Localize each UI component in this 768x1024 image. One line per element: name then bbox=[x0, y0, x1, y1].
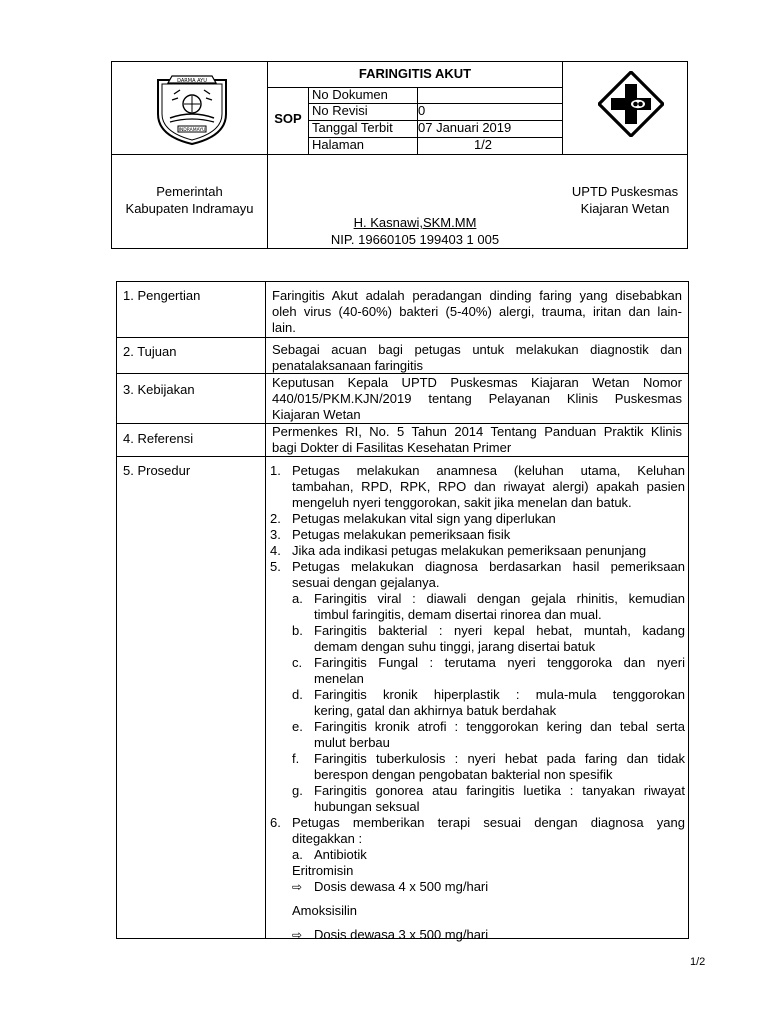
row-text-referensi: Permenkes RI, No. 5 Tahun 2014 Tentang Panduan Praktik Klinis bagi Dokter di Fasilitas Kesehatan Primer bbox=[272, 424, 682, 455]
puskesmas-logo-icon bbox=[598, 71, 664, 137]
meta-row bbox=[308, 120, 562, 136]
row-text-pengertian: Faringitis Akut adalah peradangan dinding faring yang disebabkan oleh virus (40-60%) bakteri (5-40%) alergi, trauma, iritan dan lain- lain. bbox=[272, 288, 682, 335]
procedure-list bbox=[267, 463, 685, 943]
meta-value: 0 bbox=[418, 103, 426, 118]
procedure-substep: c. Faringitis Fungal : terutama nyeri tenggoroka dan nyeri menelan bbox=[292, 655, 685, 686]
sop-label: SOP bbox=[274, 110, 302, 126]
dose-line: ⇨ Dosis dewasa 3 x 500 mg/hari bbox=[292, 927, 489, 942]
meta-label: No Dokumen bbox=[312, 87, 388, 102]
row-label-referensi: 4. Referensi bbox=[123, 431, 194, 446]
government-name: Pemerintah Kabupaten Indramayu bbox=[125, 184, 254, 216]
sop-content-table bbox=[116, 281, 689, 942]
procedure-step: 2. Petugas melakukan vital sign yang diperlukan bbox=[270, 511, 556, 526]
procedure-substep: b. Faringitis bakterial : nyeri kepal hebat, muntah, kadang demam dengan suhu tinggi, jarang disertai batuk bbox=[292, 623, 685, 654]
row-label-prosedur: 5. Prosedur bbox=[123, 463, 191, 478]
document-title: FARINGITIS AKUT bbox=[358, 66, 472, 81]
arrow-right-icon: ⇨ bbox=[292, 928, 303, 942]
dose-line: ⇨ Dosis dewasa 4 x 500 mg/hari bbox=[292, 879, 489, 894]
svg-text:INDRAMAYU: INDRAMAYU bbox=[178, 128, 206, 133]
uptd-name: UPTD Puskesmas Kiajaran Wetan bbox=[571, 184, 679, 216]
sop-header bbox=[111, 61, 688, 249]
procedure-step: 3. Petugas melakukan pemeriksaan fisik bbox=[270, 527, 511, 542]
procedure-substep: a. Antibiotik bbox=[292, 847, 367, 862]
meta-row bbox=[308, 103, 562, 119]
row-text-kebijakan: Keputusan Kepala UPTD Puskesmas Kiajaran Wetan Nomor 440/015/PKM.KJN/2019 tentang Pelayanan Klinis Puskesmas Kiajaran Wetan bbox=[272, 375, 682, 422]
row-label-kebijakan: 3. Kebijakan bbox=[123, 382, 195, 397]
procedure-substep: e. Faringitis kronik atrofi : tenggorokan kering dan tebal serta mulut berbau bbox=[292, 719, 685, 750]
row-label-pengertian: 1. Pengertian bbox=[123, 288, 201, 303]
row-label-tujuan: 2. Tujuan bbox=[123, 344, 177, 359]
procedure-step: 5. Petugas melakukan diagnosa berdasarkan hasil pemeriksaan sesuai dengan gejalanya. bbox=[270, 559, 685, 590]
meta-label: Halaman bbox=[312, 137, 365, 152]
drug-name: Amoksisilin bbox=[292, 903, 358, 918]
meta-value: 07 Januari 2019 bbox=[418, 120, 512, 135]
indramayu-regency-seal-icon bbox=[152, 70, 232, 146]
procedure-substep: g. Faringitis gonorea atau faringitis luetika : tanyakan riwayat hubungan seksual bbox=[292, 783, 685, 814]
signatory-name: H. Kasnawi,SKM.MM bbox=[353, 215, 477, 230]
row-text-tujuan: Sebagai acuan bagi petugas untuk melakukan diagnostik dan penatalaksanaan faringitis bbox=[272, 342, 682, 373]
meta-row bbox=[308, 87, 562, 103]
procedure-substep: f. Faringitis tuberkulosis : nyeri hebat pada faring dan tidak berespon dengan pengobatan bakterial non spesifik bbox=[292, 751, 685, 782]
svg-text:DARMA AYU: DARMA AYU bbox=[177, 78, 207, 84]
meta-label: Tanggal Terbit bbox=[312, 120, 393, 135]
procedure-step: 4. Jika ada indikasi petugas melakukan pemeriksaan penunjang bbox=[270, 543, 647, 558]
meta-label: No Revisi bbox=[312, 103, 368, 118]
page-number: 1/2 bbox=[690, 956, 706, 968]
procedure-substep: d. Faringitis kronik hiperplastik : mula-mula tenggorokan kering, gatal dan akhirnya batuk berdahak bbox=[292, 687, 685, 718]
arrow-right-icon: ⇨ bbox=[292, 880, 303, 894]
procedure-substep: a. Faringitis viral : diawali dengan gejala rhinitis, kemudian timbul faringitis, demam disertai rinorea dan mual. bbox=[292, 591, 685, 622]
procedure-step: 6. Petugas memberikan terapi sesuai dengan diagnosa yang ditegakkan : bbox=[270, 815, 685, 846]
meta-row bbox=[308, 137, 562, 153]
drug-name: Eritromisin bbox=[292, 863, 354, 878]
procedure-step: 1. Petugas melakukan anamnesa (keluhan utama, Keluhan tambahan, RPD, RPK, RPO dan riwayat alergi) apakah pasien mengeluh nyeri tenggorokan, sakit jika menelan dan batuk. bbox=[270, 463, 685, 510]
meta-value: 1/2 bbox=[473, 137, 493, 152]
signatory-nip: NIP. 19660105 199403 1 005 bbox=[330, 232, 500, 247]
